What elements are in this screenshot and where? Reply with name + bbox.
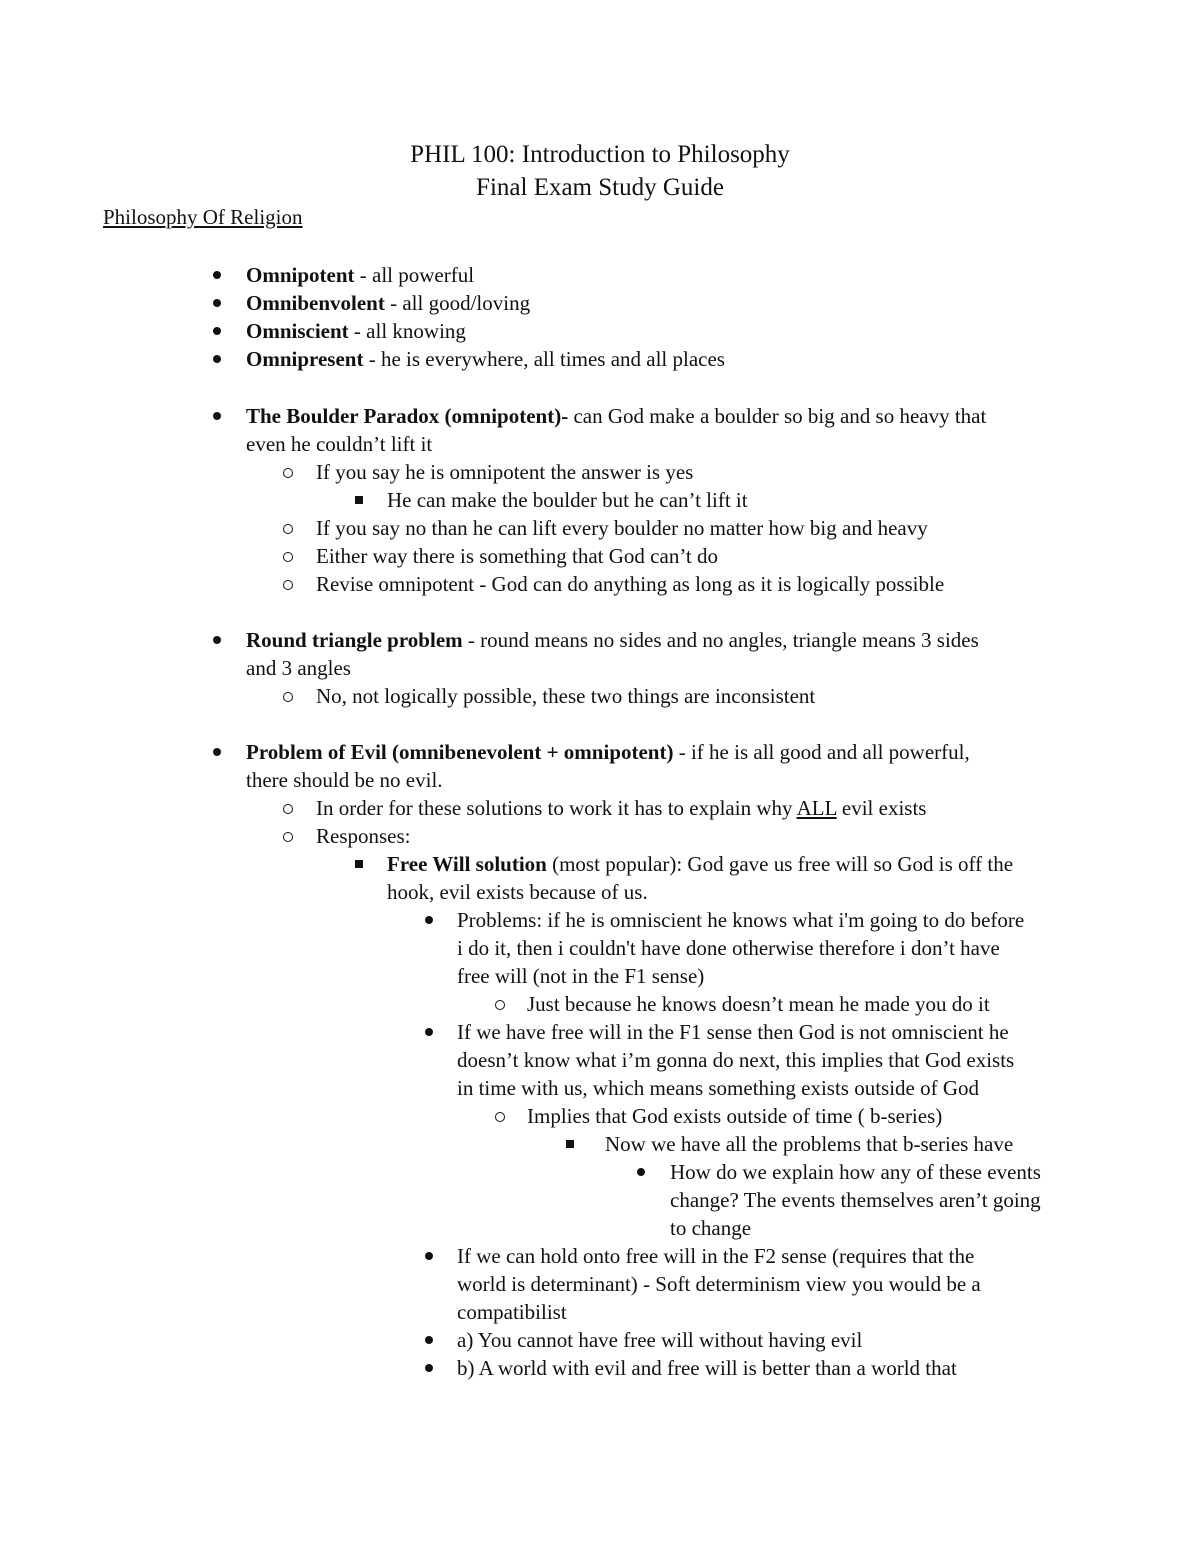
list-item: [316, 682, 815, 710]
item-text: - all good/loving: [384, 291, 531, 315]
item-text: Either way there is something that God can’t do: [316, 544, 719, 568]
item-text: Implies that God exists outside of time ( b-series): [527, 1104, 943, 1128]
item-text: hook, evil exists because of us.: [387, 880, 648, 904]
term-label: The Boulder Paradox (omnipotent)-: [246, 404, 569, 428]
term-label: Omnipresent: [246, 347, 364, 371]
bullet-dot-icon: [425, 916, 433, 924]
list-item: [670, 1158, 1041, 1186]
item-text: (most popular): God gave us free will so God is off the: [546, 852, 1014, 876]
item-text: i do it, then i couldn't have done otherwise therefore i don’t have: [457, 936, 1000, 960]
bullet-dot-icon: [213, 412, 221, 420]
item-text: If we can hold onto free will in the F2 sense (requires that the: [457, 1244, 975, 1268]
list-item: [457, 1074, 979, 1102]
bullet-circle-icon: [283, 580, 293, 590]
bullet-dot-icon: [213, 327, 221, 335]
item-text: can God make a boulder so big and so heavy that: [568, 404, 987, 428]
item-text: - if he is all good and all powerful,: [673, 740, 970, 764]
item-text: He can make the boulder but he can’t lift it: [387, 488, 748, 512]
item-text: If you say he is omnipotent the answer is yes: [316, 460, 694, 484]
list-item: [457, 1354, 957, 1382]
list-item: [246, 402, 986, 430]
bullet-circle-icon: [283, 552, 293, 562]
term-label: Free Will solution: [387, 852, 547, 876]
term-label: Omniscient: [246, 319, 349, 343]
bullet-square-icon: [355, 860, 363, 868]
list-item: [246, 626, 979, 654]
item-text: Responses:: [316, 824, 411, 848]
bullet-dot-icon: [213, 636, 221, 644]
bullet-dot-icon: [425, 1028, 433, 1036]
document-title: PHIL 100: Introduction to Philosophy: [410, 141, 790, 168]
bullet-dot-icon: [213, 271, 221, 279]
item-text: - all knowing: [348, 319, 466, 343]
item-text: and 3 angles: [246, 656, 351, 680]
term-label: Omnipotent: [246, 263, 355, 287]
item-text: - round means no sides and no angles, triangle means 3 sides: [462, 628, 979, 652]
bullet-dot-icon: [425, 1336, 433, 1344]
list-item: [457, 962, 704, 990]
list-item: [246, 430, 432, 458]
emphasis-text: ALL: [796, 796, 837, 820]
term-label: Round triangle problem: [246, 628, 463, 652]
bullet-circle-icon: [495, 1112, 505, 1122]
item-text: world is determinant) - Soft determinism view you would be a: [457, 1272, 981, 1296]
list-item: [387, 850, 1013, 878]
list-item: [670, 1186, 1041, 1214]
list-item: [457, 1270, 981, 1298]
list-item: [457, 1326, 862, 1354]
bullet-dot-icon: [213, 355, 221, 363]
list-item: [605, 1130, 1013, 1158]
bullet-dot-icon: [213, 748, 221, 756]
item-text: - he is everywhere, all times and all places: [363, 347, 725, 371]
item-text: to change: [670, 1216, 752, 1240]
item-text: even he couldn’t lift it: [246, 432, 433, 456]
list-item: [316, 514, 928, 542]
item-text: - all powerful: [354, 263, 475, 287]
list-item: [527, 1102, 942, 1130]
list-item: [527, 990, 990, 1018]
bullet-circle-icon: [283, 692, 293, 702]
bullet-square-icon: [566, 1140, 574, 1148]
term-label: Problem of Evil (omnibenevolent + omnipotent): [246, 740, 674, 764]
bullet-circle-icon: [283, 468, 293, 478]
item-text: change? The events themselves aren’t going: [670, 1188, 1041, 1212]
bullet-dot-icon: [637, 1168, 645, 1176]
item-text: in time with us, which means something exists outside of God: [457, 1076, 980, 1100]
item-text: there should be no evil.: [246, 768, 443, 792]
list-item: [246, 766, 443, 794]
item-text: free will (not in the F1 sense): [457, 964, 705, 988]
bullet-circle-icon: [283, 804, 293, 814]
bullet-dot-icon: [213, 299, 221, 307]
item-text: Now we have all the problems that b-series have: [605, 1132, 1014, 1156]
item-text: In order for these solutions to work it has to explain why: [316, 796, 797, 820]
bullet-dot-icon: [425, 1364, 433, 1372]
list-item: [316, 570, 944, 598]
list-item: [246, 345, 725, 373]
item-text: compatibilist: [457, 1300, 567, 1324]
bullet-dot-icon: [425, 1252, 433, 1260]
document-title-block: [0, 138, 1200, 204]
item-text: b) A world with evil and free will is better than a world that: [457, 1356, 957, 1380]
item-text: If you say no than he can lift every boulder no matter how big and heavy: [316, 516, 928, 540]
list-item: [457, 1242, 974, 1270]
item-text-tail: evil exists: [836, 796, 927, 820]
term-label: Omnibenvolent: [246, 291, 385, 315]
item-text: doesn’t know what i’m gonna do next, this implies that God exists: [457, 1048, 1015, 1072]
list-item: [316, 458, 693, 486]
list-item: [457, 906, 1024, 934]
list-item: [246, 654, 351, 682]
item-text: How do we explain how any of these events: [670, 1160, 1041, 1184]
bullet-circle-icon: [495, 1000, 505, 1010]
list-item: [387, 486, 748, 514]
list-item: [316, 822, 411, 850]
list-item: [246, 289, 530, 317]
bullet-circle-icon: [283, 832, 293, 842]
item-text: If we have free will in the F1 sense then God is not omniscient he: [457, 1020, 1009, 1044]
item-text: Problems: if he is omniscient he knows what i'm going to do before: [457, 908, 1025, 932]
item-text: Just because he knows doesn’t mean he made you do it: [527, 992, 990, 1016]
list-item: [246, 317, 466, 345]
bullet-circle-icon: [283, 524, 293, 534]
section-heading: Philosophy Of Religion: [103, 205, 303, 229]
list-item: [246, 261, 474, 289]
bullet-square-icon: [355, 496, 363, 504]
list-item: [457, 934, 1000, 962]
item-text: Revise omnipotent - God can do anything as long as it is logically possible: [316, 572, 945, 596]
list-item: [457, 1018, 1009, 1046]
document-subtitle: Final Exam Study Guide: [476, 174, 724, 201]
list-item: [387, 878, 648, 906]
list-item: [316, 542, 718, 570]
item-text: a) You cannot have free will without having evil: [457, 1328, 863, 1352]
list-item: [457, 1046, 1014, 1074]
list-item: [246, 738, 970, 766]
list-item: [316, 794, 926, 822]
item-text: No, not logically possible, these two things are inconsistent: [316, 684, 816, 708]
list-item: [670, 1214, 751, 1242]
list-item: [457, 1298, 567, 1326]
